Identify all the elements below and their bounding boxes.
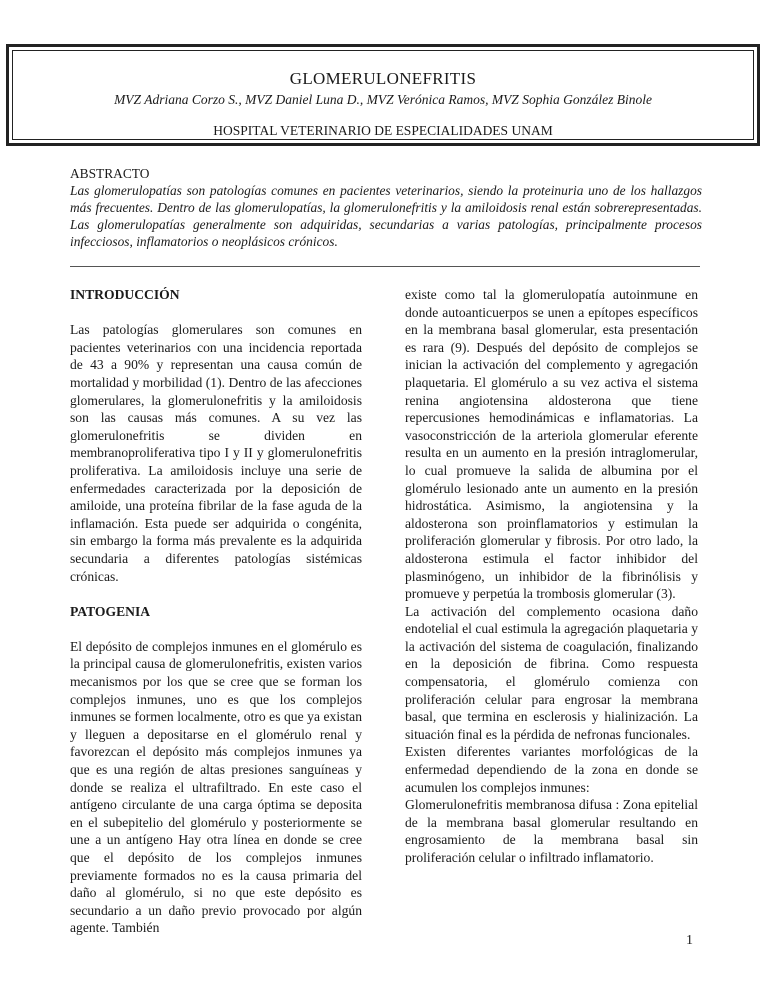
abstract-label: ABSTRACTO <box>70 166 150 181</box>
right-paragraph-1: existe como tal la glomerulopatía autoinmune en donde autoanticuerpos se unen a epítopes específicos en la membrana basal glomerular, esta presentación es rara (9). Después del depósito de complejos se inician la activación del complemento y agregación plaquetaria. El glomérulo a su vez activa el sistema renina angiotensina aldosterona que tiene repercusiones hemodinámicas e inflamatorias. La vasoconstricción de la arteriola glomerular eferente resulta en un aumento en la presión intraglomerular, lo cual promueve la salida de albumina por el glomérulo lesionado ante un aumento en la presión hidrostática. Asimismo, la angiotensina y la aldosterona son proinflamatorios y estimulan la proliferación glomerular y fibrosis. Por otro lado, la aldosterona estimula el factor inhibidor del plasminógeno, un inhibidor de la fibrinólisis y promueve y perpetúa la trombosis glomerular (3). <box>405 287 698 602</box>
section-divider <box>70 266 700 267</box>
right-column <box>405 286 698 867</box>
page-number: 1 <box>686 933 693 948</box>
right-paragraph-4: Glomerulonefritis membranosa difusa : Zona epitelial de la membrana basal glomerular resultando en engrosamiento de la membrana basal sin proliferación celular o infiltrado inflamatorio. <box>405 797 698 865</box>
title-box-inner-border <box>12 50 754 140</box>
abstract-text: Las glomerulopatías son patologías comunes en pacientes veterinarios, siendo la proteinuria uno de los hallazgos más frecuentes. Dentro de las glomerulopatías, la glomerulonefritis y la amiloidosis renal están sobrerepresentadas. Las glomerulopatías generalmente son adquiridas, secundarias a varias patologías, principalmente procesos infecciosos, inflamatorios o neoplásicos crónicos. <box>70 183 702 249</box>
author-list: MVZ Adriana Corzo S., MVZ Daniel Luna D., MVZ Verónica Ramos, MVZ Sophia González Binole <box>114 92 652 107</box>
left-column <box>70 286 362 937</box>
abstract-section <box>70 165 702 250</box>
institution: HOSPITAL VETERINARIO DE ESPECIALIDADES UNAM <box>213 123 553 138</box>
right-paragraph-3: Existen diferentes variantes morfológicas de la enfermedad dependiendo de la zona en donde se acumulen los complejos inmunes: <box>405 744 698 795</box>
right-paragraph-2: La activación del complemento ocasiona daño endotelial el cual estimula la agregación plaquetaria y la activación del sistema de coagulación, finalizando en la deposición de fibrina. Como respuesta compensatoria, el glomérulo comienza con proliferación celular para engrosar la membrana basal, que termina en esclerosis y hialinización. La situación final es la pérdida de nefronas funcionales. <box>405 603 698 742</box>
patogenia-heading: PATOGENIA <box>70 603 151 619</box>
title-box <box>6 44 760 146</box>
patogenia-paragraph: El depósito de complejos inmunes en el glomérulo es la principal causa de glomerulonefritis, existen varios mecanismos por los que se cree que se forman los complejos inmunes, uno es que los complejos inmunes se formen localmente, otro es que ya existan y lleguen a depositarse en el glomérulo renal y favorezcan el depósito más complejos inmunes ya que es una región de altas presiones sanguíneas y donde se realiza el ultrafiltrado. En este caso el antígeno circulante de una carga óptima se deposita en el subepitelio del glomérulo y posteriormente se une a un antígeno Hay otra línea en donde se cree que el depósito de los complejos inmunes previamente formados no es la causa primaria del daño al glomérulo, si no que este depósito es secundario a un daño previo provocado por algún agente. También <box>70 638 362 936</box>
introduccion-heading: INTRODUCCIÓN <box>70 287 180 302</box>
introduccion-paragraph: Las patologías glomerulares son comunes en pacientes veterinarios con una incidencia reportada de 43 a 90% y representan una causa común de mortalidad y morbilidad (1). Dentro de las afecciones glomerulares, la glomerulonefritis y la amiloidosis son las causas más comunes. A su vez las glomerulonefritis se dividen en membranoproliferativa tipo I y II y glomerulonefritis proliferativa. La amiloidosis incluye una serie de enfermedades caracterizada por la deposición de amiloide, una proteína fibrilar de la fase aguda de la inflamación. Esta puede ser adquirida o congénita, sin embargo la forma más prevalente es la adquirida secundaria a diferentes patologías sistémicas crónicas. <box>70 322 362 584</box>
paper-title: GLOMERULONEFRITIS <box>289 69 477 88</box>
